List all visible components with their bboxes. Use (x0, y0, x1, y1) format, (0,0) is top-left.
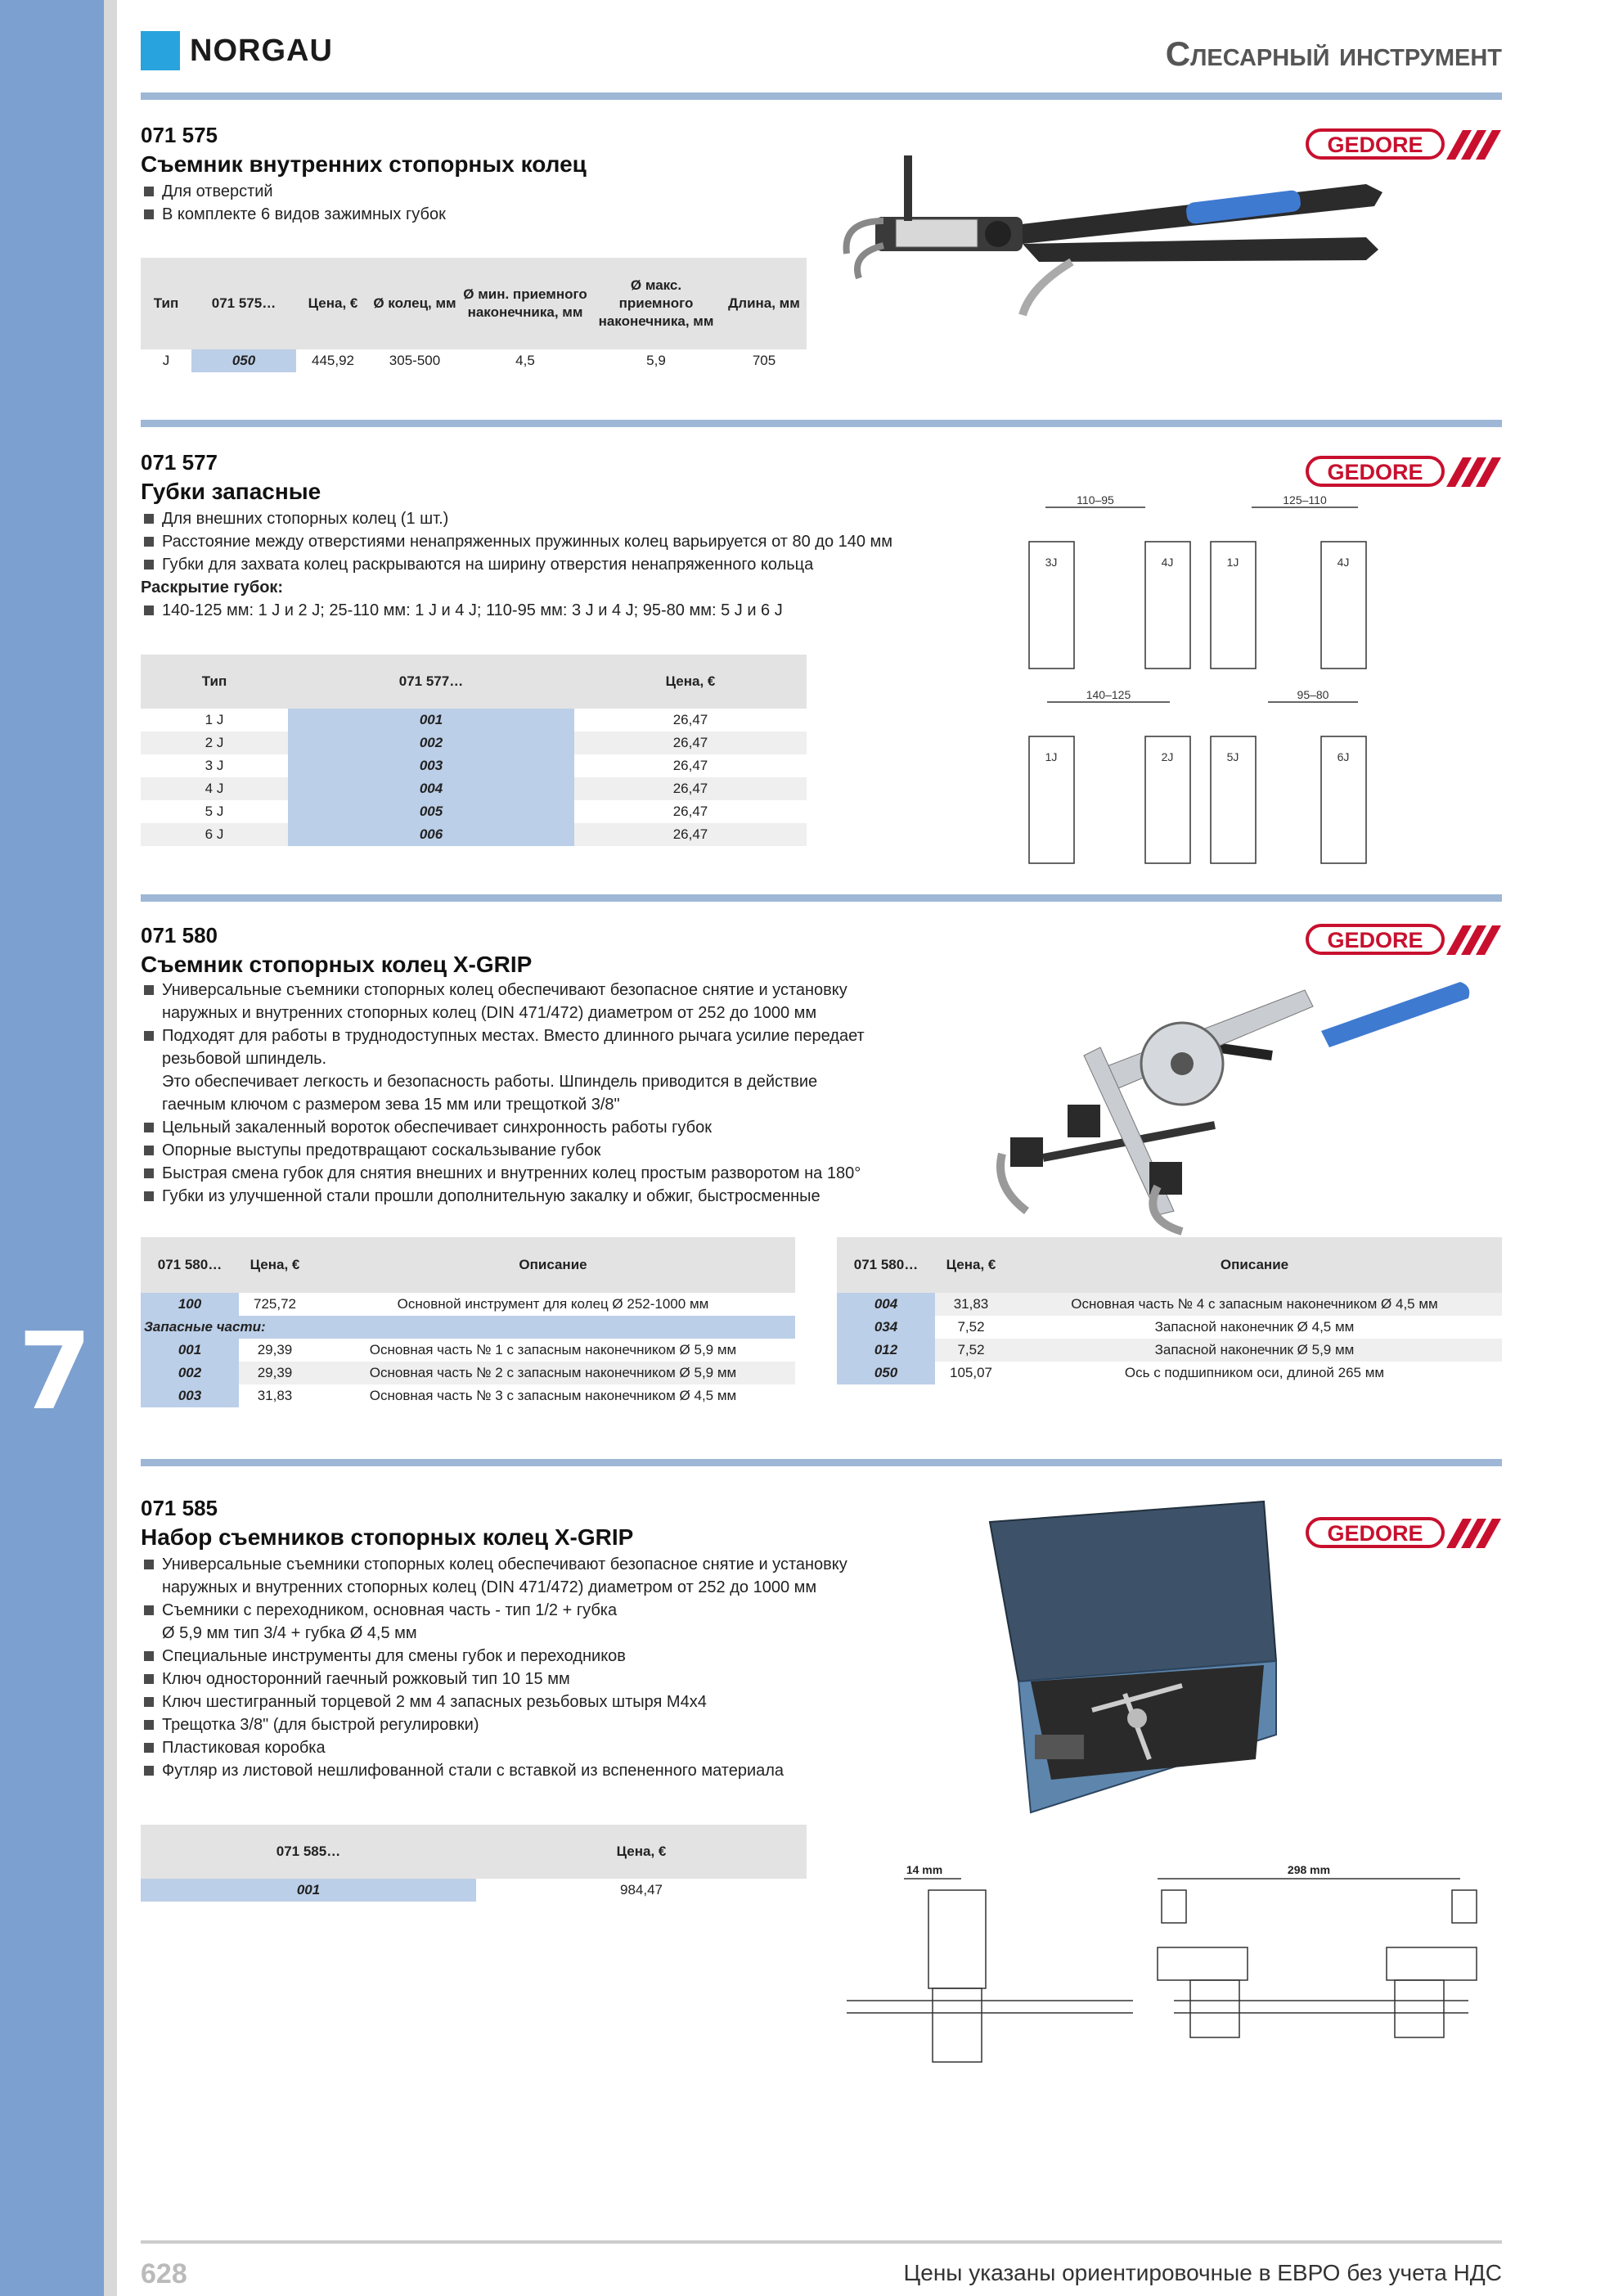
table-row: 3 J 003 26,47 (141, 754, 807, 777)
feature-item-continued: Ø 5,9 мм тип 3/4 + губка Ø 4,5 мм (162, 1624, 417, 1642)
gedore-logo (1306, 1515, 1502, 1550)
feature-item: Для отверстий (141, 180, 446, 203)
feature-item: Специальные инструменты для смены губок и переходников (141, 1645, 847, 1668)
feature-item-continued: резьбовой шпиндель. (162, 1050, 327, 1068)
article-number: 003 (141, 1384, 239, 1407)
feature-item: Цельный закаленный вороток обеспечивает синхронность работы губок (141, 1116, 865, 1139)
tool-case-image (986, 1497, 1280, 1825)
feature-item-continued: гаечным ключом с размером зева 15 мм или трещоткой 3/8" (162, 1096, 620, 1114)
feature-item: Подходят для работы в труднодоступных местах. Вместо длинного рычага усилие передает (141, 1024, 865, 1047)
article-number: 006 (288, 823, 574, 846)
footer-note: Цены указаны ориентировочные в ЕВРО без учета НДС (903, 2260, 1502, 2285)
column-header: 071 585… (141, 1825, 476, 1879)
feature-item: Трещотка 3/8" (для быстрой регулировки) (141, 1713, 847, 1736)
feature-item: Опорные выступы предотвращают соскальзывание губок (141, 1139, 865, 1162)
jaw-dimension-drawing (1014, 491, 1391, 876)
column-header: 071 577… (288, 655, 574, 709)
article-number: 002 (141, 1362, 239, 1384)
x-grip-puller-image (978, 941, 1485, 1236)
feature-list (141, 979, 865, 1208)
article-number: 001 (141, 1879, 476, 1902)
gedore-logo (1306, 454, 1502, 488)
product-name: Съемник внутренних стопорных колец (141, 151, 587, 177)
section-number: 7 (18, 1309, 92, 1434)
table-row: J 050 445,92 305-500 4,5 5,9 705 (141, 349, 807, 372)
svg-text:GEDORE: GEDORE (1327, 928, 1423, 952)
article-number: 005 (288, 800, 574, 823)
dimension-label: 95–80 (1297, 688, 1329, 701)
feature-list (141, 180, 446, 226)
feature-item: 140-125 мм: 1 J и 2 J; 25-110 мм: 1 J и 4 J; 110-95 мм: 3 J и 4 J; 95-80 мм: 5 J и 6 J (141, 599, 892, 622)
product-name: Съемник стопорных колец X-GRIP (141, 952, 533, 977)
feature-item: Съемники с переходником, основная часть - тип 1/2 + губка (141, 1599, 847, 1622)
feature-item: Губки для захвата колец раскрываются на ширину отверстия ненапряженного кольца (141, 553, 892, 576)
table-subheader: Запасные части: (141, 1316, 795, 1339)
jaw-label: 5J (1226, 750, 1239, 763)
price-table-right (837, 1237, 1502, 1384)
dimension-label: 110–95 (1077, 493, 1114, 506)
article-number: 001 (141, 1339, 239, 1362)
sidebar-divider (104, 0, 117, 2296)
feature-item-continued: Это обеспечивает легкость и безопасность работы. Шпиндель приводится в действие (162, 1073, 818, 1091)
column-header: Ø колец, мм (370, 258, 460, 349)
product-name: Набор съемников стопорных колец X-GRIP (141, 1524, 634, 1550)
feature-item: Для внешних стопорных колец (1 шт.) (141, 507, 892, 530)
article-number: 004 (837, 1293, 935, 1316)
article-number: 001 (288, 709, 574, 732)
table-row: 1 J 001 26,47 (141, 709, 807, 732)
column-header: Цена, € (476, 1825, 807, 1879)
table-row: 050 105,07 Ось с подшипником оси, длиной 265 мм (837, 1362, 1502, 1384)
brand-name: NORGAU (190, 33, 333, 68)
column-header: 071 580… (837, 1237, 935, 1293)
svg-text:GEDORE: GEDORE (1327, 133, 1423, 157)
column-header: Ø мин. приемного наконечника, мм (460, 258, 591, 349)
product-code: 071 575 (141, 123, 218, 147)
feature-heading: Раскрытие губок: (141, 579, 284, 597)
column-header: Тип (141, 655, 288, 709)
table-row: 002 29,39 Основная часть № 2 с запасным наконечником Ø 5,9 мм (141, 1362, 795, 1384)
column-header: Длина, мм (722, 258, 807, 349)
section-sidebar (0, 0, 104, 2296)
column-header: Ø макс. приемного наконечника, мм (591, 258, 722, 349)
table-row: 100 725,72 Основной инструмент для колец Ø 252-1000 мм (141, 1293, 795, 1316)
page-title: Слесарный инструмент (1165, 34, 1502, 73)
feature-list (141, 1553, 847, 1782)
column-header: Цена, € (296, 258, 370, 349)
article-number: 002 (288, 732, 574, 754)
article-number: 050 (191, 349, 296, 372)
table-row: 4 J 004 26,47 (141, 777, 807, 800)
table-row: 004 31,83 Основная часть № 4 с запасным наконечником Ø 4,5 мм (837, 1293, 1502, 1316)
section-divider (141, 92, 1502, 100)
section-divider (141, 894, 1502, 902)
jaw-label: 4J (1337, 556, 1350, 569)
section-divider (141, 420, 1502, 427)
column-header: Цена, € (935, 1237, 1007, 1293)
svg-text:GEDORE: GEDORE (1327, 1521, 1423, 1546)
feature-item: Пластиковая коробка (141, 1736, 847, 1759)
table-row: 034 7,52 Запасной наконечник Ø 4,5 мм (837, 1316, 1502, 1339)
product-name: Губки запасные (141, 479, 321, 504)
article-number: 034 (837, 1316, 935, 1339)
table-row: 6 J 006 26,47 (141, 823, 807, 846)
table-row: 012 7,52 Запасной наконечник Ø 5,9 мм (837, 1339, 1502, 1362)
column-header: Тип (141, 258, 191, 349)
article-number: 050 (837, 1362, 935, 1384)
footer-divider (141, 2240, 1502, 2244)
price-table (141, 258, 807, 372)
article-number: 012 (837, 1339, 935, 1362)
table-row: 003 31,83 Основная часть № 3 с запасным наконечником Ø 4,5 мм (141, 1384, 795, 1407)
table-row: 001 29,39 Основная часть № 1 с запасным наконечником Ø 5,9 мм (141, 1339, 795, 1362)
column-header: Цена, € (239, 1237, 311, 1293)
page-number: 628 (141, 2258, 187, 2289)
price-table (141, 655, 807, 846)
dimension-label: 140–125 (1086, 688, 1131, 701)
feature-item: Расстояние между отверстиями ненапряженных пружинных колец варьируется от 80 до 140 мм (141, 530, 892, 553)
jaw-label: 2J (1161, 750, 1174, 763)
feature-item: Футляр из листовой нешлифованной стали с вставкой из вспененного материала (141, 1759, 847, 1782)
article-number: 100 (141, 1293, 239, 1316)
product-code: 071 580 (141, 923, 218, 948)
section-divider (141, 1459, 1502, 1466)
price-table-left (141, 1237, 795, 1407)
column-header: Цена, € (574, 655, 807, 709)
brand-logo (141, 31, 333, 70)
set-dimension-drawing (830, 1857, 1493, 2087)
jaw-label: 6J (1337, 750, 1350, 763)
column-header: Описание (311, 1237, 795, 1293)
article-number: 004 (288, 777, 574, 800)
jaw-label: 3J (1045, 556, 1058, 569)
circlip-pliers-image (826, 147, 1399, 327)
article-number: 003 (288, 754, 574, 777)
feature-item-continued: наружных и внутренних стопорных колец (DIN 471/472) диаметром от 252 до 1000 мм (162, 1004, 817, 1022)
brand-logo-square (141, 31, 180, 70)
dimension-label: 14 mm (906, 1863, 943, 1876)
table-row: 001 984,47 (141, 1879, 807, 1902)
table-row: 2 J 002 26,47 (141, 732, 807, 754)
column-header: 071 580… (141, 1237, 239, 1293)
feature-item: Губки из улучшенной стали прошли дополнительную закалку и обжиг, быстросменные (141, 1185, 865, 1208)
product-code: 071 577 (141, 450, 218, 475)
feature-item: Ключ односторонний гаечный рожковый тип 10 15 мм (141, 1668, 847, 1690)
feature-item: Универсальные съемники стопорных колец обеспечивают безопасное снятие и установку (141, 979, 865, 1002)
jaw-label: 1J (1045, 750, 1058, 763)
dimension-label: 125–110 (1283, 493, 1327, 506)
jaw-label: 4J (1161, 556, 1174, 569)
feature-item: Универсальные съемники стопорных колец обеспечивают безопасное снятие и установку (141, 1553, 847, 1576)
product-code: 071 585 (141, 1496, 218, 1520)
column-header: Описание (1007, 1237, 1502, 1293)
feature-item: Ключ шестигранный торцевой 2 мм 4 запасных резьбовых штыря M4x4 (141, 1690, 847, 1713)
jaw-label: 1J (1226, 556, 1239, 569)
svg-text:GEDORE: GEDORE (1327, 460, 1423, 484)
feature-item: В комплекте 6 видов зажимных губок (141, 203, 446, 226)
feature-item-continued: наружных и внутренних стопорных колец (DIN 471/472) диаметром от 252 до 1000 мм (162, 1578, 817, 1596)
feature-list (141, 507, 892, 622)
table-row: 5 J 005 26,47 (141, 800, 807, 823)
feature-item: Быстрая смена губок для снятия внешних и внутренних колец простым разворотом на 180° (141, 1162, 865, 1185)
price-table (141, 1825, 807, 1902)
column-header: 071 575… (191, 258, 296, 349)
dimension-label: 298 mm (1287, 1863, 1331, 1876)
